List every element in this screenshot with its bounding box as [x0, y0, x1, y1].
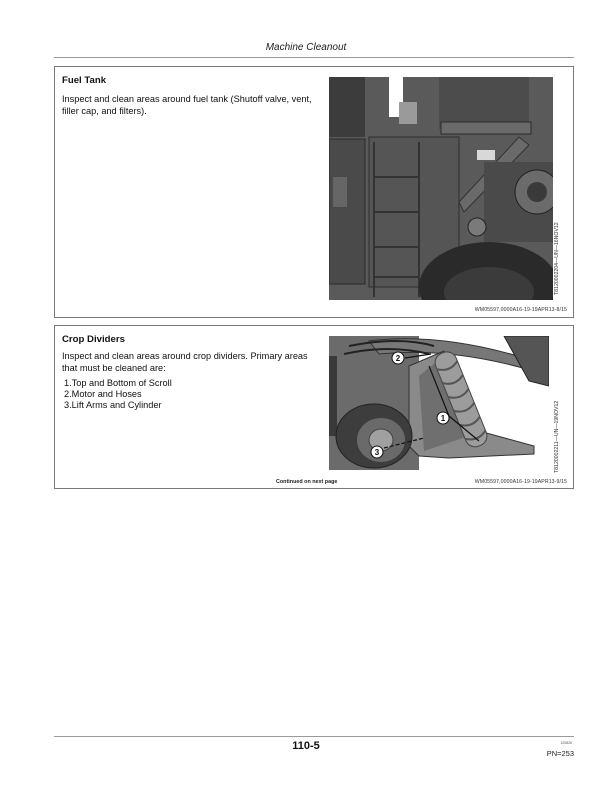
document-reference-id: WM05597,0000A16-19-19APR13-8/15: [474, 307, 567, 313]
page-number: 110-5: [292, 740, 320, 752]
image-reference-id: T8120002211—UN—19NOV12: [554, 400, 560, 473]
page-header-title: Machine Cleanout: [265, 42, 347, 53]
print-code: 120826: [560, 741, 572, 745]
footer-divider: [54, 736, 574, 737]
list-item: 1.Top and Bottom of Scroll: [64, 378, 172, 388]
fuel-tank-photo-graphic: [329, 77, 553, 300]
fuel-tank-photo: [329, 77, 553, 300]
section-title: Crop Dividers: [62, 334, 125, 345]
svg-text:1: 1: [440, 414, 446, 423]
section-fuel-tank: [54, 66, 574, 318]
crop-divider-graphic: [329, 336, 549, 470]
list-item: 2.Motor and Hoses: [64, 389, 142, 399]
section-crop-dividers: [54, 325, 574, 489]
section-body: Inspect and clean areas around crop dividers. Primary areas that must be cleaned are:: [62, 351, 308, 373]
crop-divider-illustration: [329, 336, 549, 470]
list-item: 3.Lift Arms and Cylinder: [64, 400, 162, 410]
svg-text:2: 2: [395, 354, 401, 363]
pn-label: PN=253: [546, 749, 574, 758]
section-body: Inspect and clean areas around fuel tank (Shutoff valve, vent, filler cap, and filters).: [62, 94, 312, 116]
document-reference-id: WM05597,0000A16-19-19APR13-9/15: [474, 479, 567, 485]
image-reference-id: T8120002204—UN—16NOV12: [554, 222, 560, 295]
continued-notice: Continued on next page: [276, 479, 338, 485]
cleaning-areas-list: [64, 378, 172, 411]
svg-text:3: 3: [374, 448, 380, 457]
section-title: Fuel Tank: [62, 75, 107, 86]
header-divider: [54, 57, 574, 58]
